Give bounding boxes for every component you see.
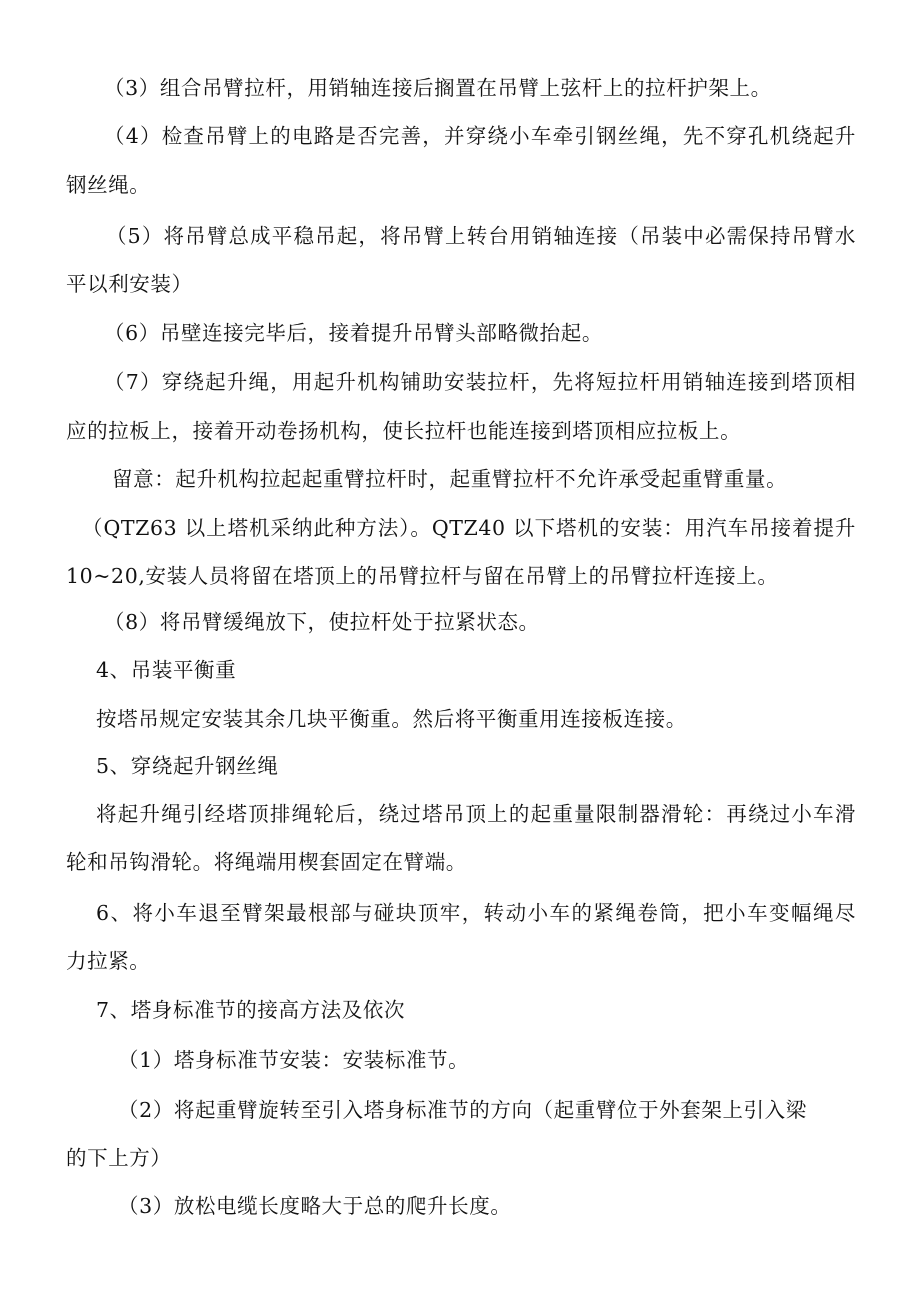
text-line-16: 将起升绳引经塔顶排绳轮后，绕过塔吊顶上的起重量限制器滑轮：再绕过小车滑 [96, 802, 856, 826]
text-line-11: 10~20,安装人员将留在塔顶上的吊臂拉杆与留在吊臂上的吊臂拉杆连接上。 [66, 564, 779, 588]
text-line-4: （5）将吊臂总成平稳吊起，将吊臂上转台用销轴连接（吊装中必需保持吊臂水 [106, 224, 856, 248]
text-line-5: 平以利安装） [66, 272, 193, 296]
text-line-18: 6、将小车退至臂架最根部与碰块顶牢，转动小车的紧绳卷筒，把小车变幅绳尽 [96, 901, 856, 925]
text-line-1: （3）组合吊臂拉杆，用销轴连接后搁置在吊臂上弦杆上的拉杆护架上。 [104, 76, 772, 100]
text-line-8: 应的拉板上，接着开动卷扬机构，使长拉杆也能连接到塔顶相应拉板上。 [66, 419, 742, 443]
text-line-7: （7）穿绕起升绳，用起升机构铺助安装拉杆，先将短拉杆用销轴连接到塔顶相 [104, 370, 856, 394]
text-line-3: 钢丝绳。 [66, 173, 151, 197]
text-line-19: 力拉紧。 [66, 949, 151, 973]
text-line-6: （6）吊壁连接完毕后，接着提升吊臂头部略微抬起。 [104, 321, 603, 345]
text-line-2: （4）检查吊臂上的电路是否完善，并穿绕小车牵引钢丝绳，先不穿孔机绕起升 [104, 124, 856, 148]
text-line-14: 按塔吊规定安装其余几块平衡重。然后将平衡重用连接板连接。 [96, 707, 687, 731]
text-line-24: （3）放松电缆长度略大于总的爬升长度。 [118, 1194, 512, 1218]
text-line-17: 轮和吊钩滑轮。将绳端用楔套固定在臂端。 [66, 850, 467, 874]
text-line-21: （1）塔身标准节安装：安装标准节。 [118, 1048, 470, 1072]
text-line-23: 的下上方） [66, 1146, 172, 1170]
text-line-10: （QTZ63 以上塔机采纳此种方法）。QTZ40 以下塔机的安装：用汽车吊接着提升 [82, 516, 856, 540]
text-line-13: 4、吊装平衡重 [96, 658, 237, 682]
text-line-15: 5、穿绕起升钢丝绳 [96, 754, 279, 778]
text-line-20: 7、塔身标准节的接高方法及依次 [96, 998, 406, 1022]
text-line-9: 留意：起升机构拉起起重臂拉杆时，起重臂拉杆不允许承受起重臂重量。 [112, 467, 788, 491]
text-line-12: （8）将吊臂缓绳放下，使拉杆处于拉紧状态。 [104, 610, 540, 634]
text-line-22: （2）将起重臂旋转至引入塔身标准节的方向（起重臂位于外套架上引入梁 [118, 1098, 807, 1122]
